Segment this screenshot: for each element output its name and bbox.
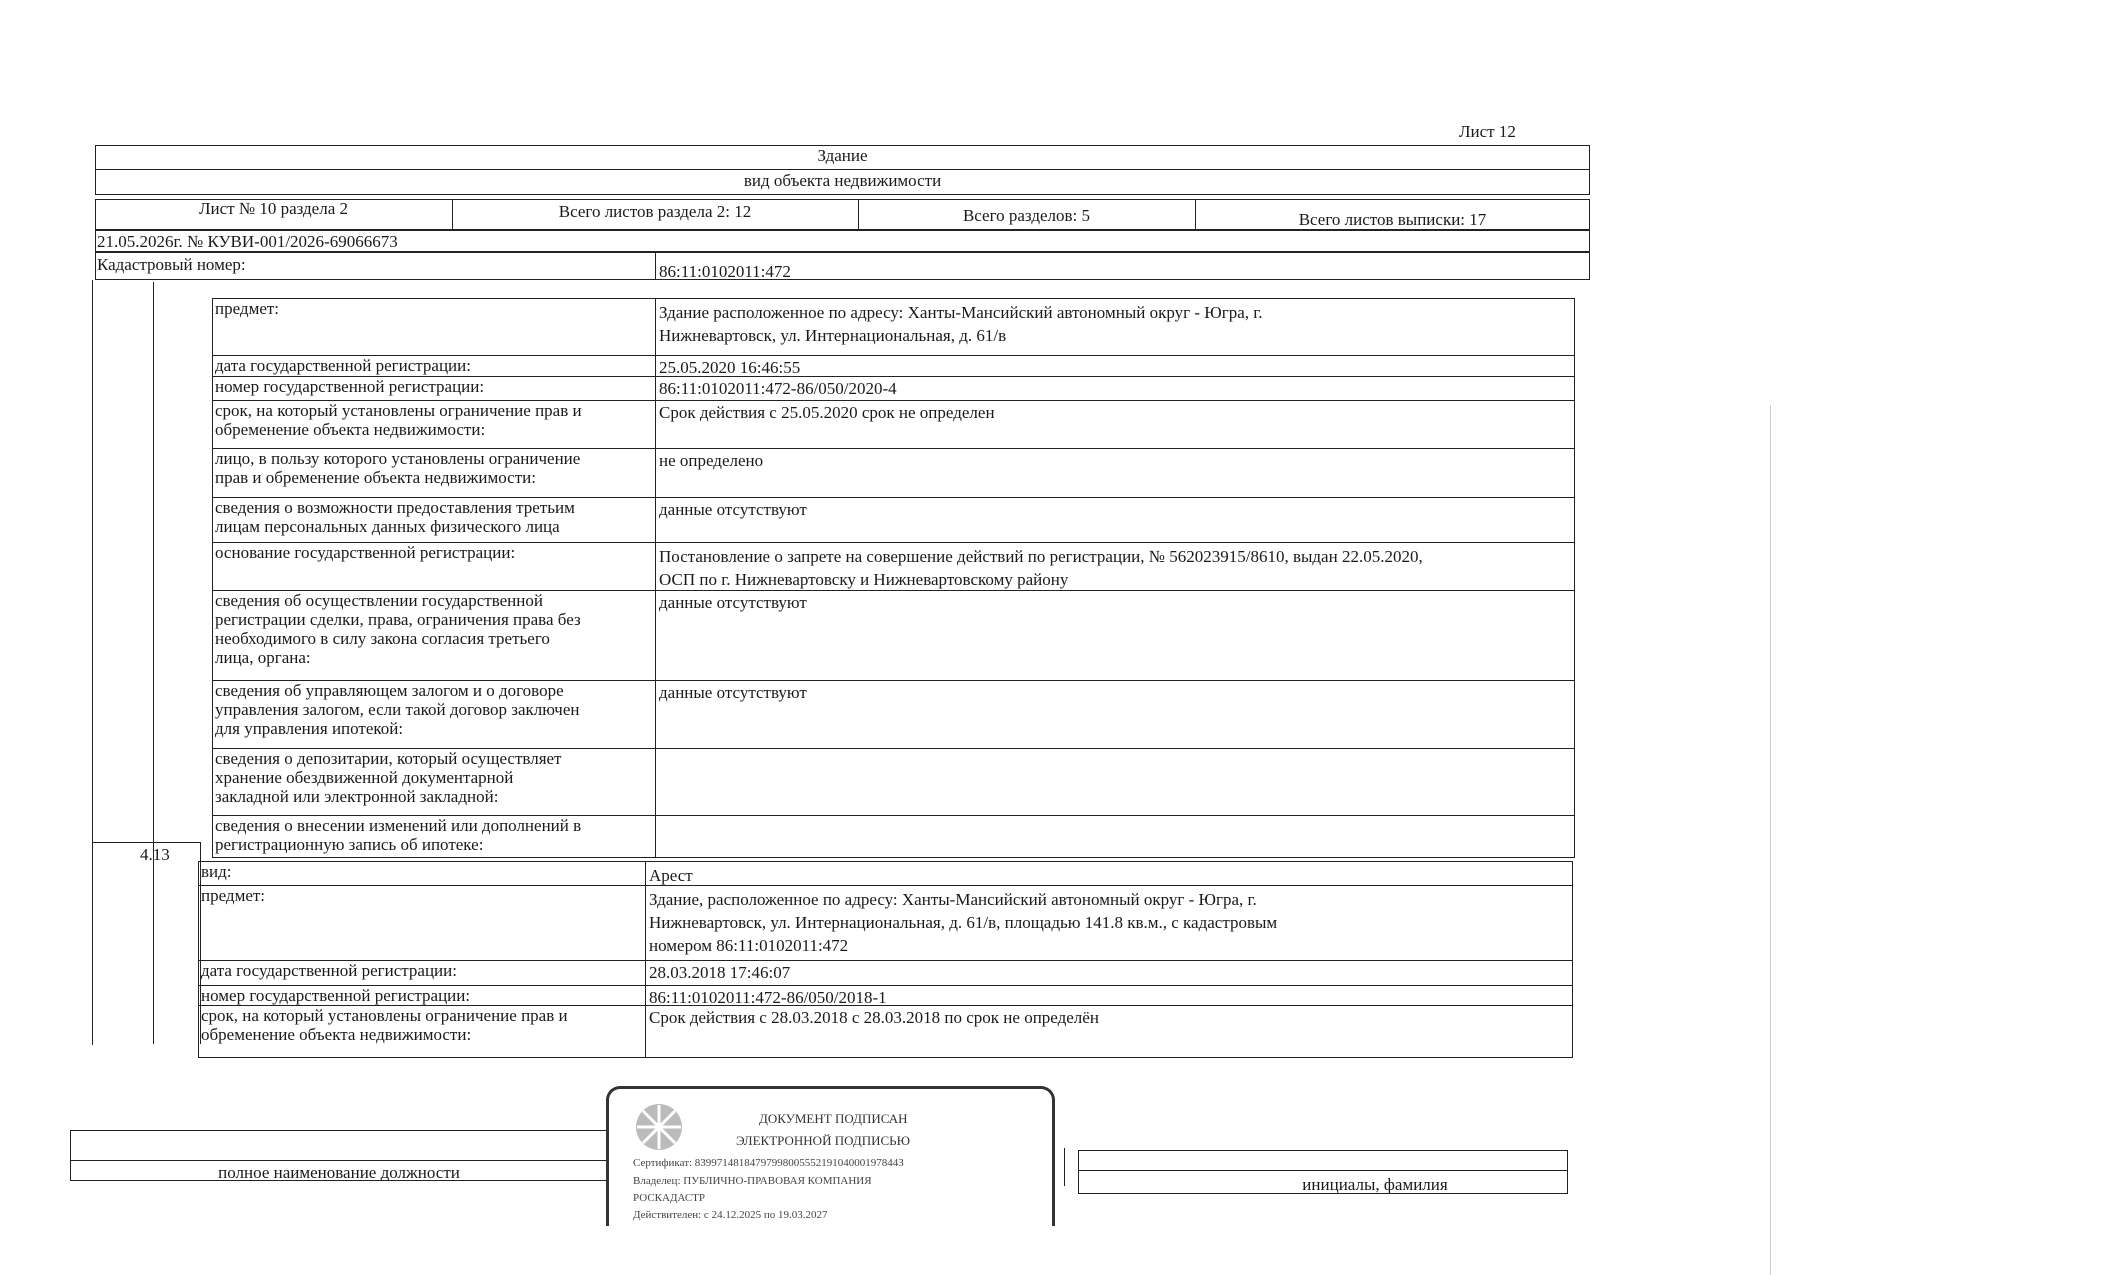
doc-ref: 21.05.2026г. № КУВИ-001/2026-69066673 (97, 232, 398, 251)
field-value: Постановление о запрете на совершение действий по регистрации, № 562023915/8610, выдан 22.05.2020, ОСП по г. Нижневартовску и Нижневартовскому району (659, 547, 1423, 589)
object-type: Здание (817, 146, 868, 165)
field-label: срок, на который установлены ограничение прав и обременение объекта недвижимости: (201, 1006, 568, 1044)
number-column-line (153, 282, 154, 1044)
field-value: данные отсутствуют (659, 683, 807, 702)
field-label: сведения о депозитарии, который осуществляет хранение обездвиженной документарной закладной или электронной закладной: (215, 749, 562, 806)
emblem-icon (633, 1101, 685, 1153)
field-value: Здание, расположенное по адресу: Ханты-Мансийский автономный округ - Югра, г. Нижневартовск, ул. Интернациональная, д. 61/в, площадью 141.8 кв.м., с кадастровым номером 86:11:0102011:472 (649, 890, 1278, 955)
field-label: номер государственной регистрации: (201, 986, 471, 1005)
field-value: не определено (659, 451, 764, 470)
sheet-section: Лист № 10 раздела 2 (199, 199, 348, 218)
field-label: срок, на который установлены ограничение прав и обременение объекта недвижимости: (215, 401, 582, 439)
sheets-in-section: Всего листов раздела 2: 12 (558, 202, 752, 221)
total-sections: Всего разделов: 5 (962, 206, 1091, 225)
left-margin-line (92, 280, 93, 1045)
field-label: сведения о возможности предоставления третьим лицам персональных данных физического лица (215, 498, 575, 536)
field-label: сведения об осуществлении государственной регистрации сделки, права, ограничения права без необходимого в силу закона согласия третьего лица, органа: (215, 591, 581, 667)
e-signature-stamp: ДОКУМЕНТ ПОДПИСАН ЭЛЕКТРОННОЙ ПОДПИСЬЮ Сертификат: 8399714818479799800555219104000197844З Владелец: ПУБЛИЧНО-ПРАВОВАЯ КОМПАНИЯ РОСКАДАСТР Действителен: с 24.12.2025 по 19.03.2027 (606, 1086, 1055, 1226)
field-label: сведения о внесении изменений или дополнений в регистрационную запись об ипотеке: (215, 816, 582, 854)
position-caption: полное наименование должности (218, 1163, 460, 1182)
field-label: дата государственной регистрации: (215, 356, 471, 375)
cadastral-label: Кадастровый номер: (97, 255, 246, 274)
field-label: вид: (201, 862, 232, 881)
field-value: данные отсутствуют (659, 500, 807, 519)
field-value: Срок действия с 25.05.2020 срок не определен (659, 403, 995, 422)
field-label: номер государственной регистрации: (215, 377, 485, 396)
field-label: дата государственной регистрации: (201, 961, 457, 980)
field-value: 25.05.2020 16:46:55 (659, 358, 801, 377)
field-label: предмет: (201, 886, 266, 905)
field-value: 86:11:0102011:472-86/050/2018-1 (649, 988, 887, 1007)
field-value: 28.03.2018 17:46:07 (649, 963, 791, 982)
field-value: данные отсутствуют (659, 593, 807, 612)
field-label: лицо, в пользу которого установлены ограничение прав и обременение объекта недвижимости: (215, 449, 581, 487)
object-caption: вид объекта недвижимости (743, 171, 942, 190)
entry-number: 4.13 (140, 845, 170, 864)
field-value: Здание расположенное по адресу: Ханты-Мансийский автономный округ - Югра, г. Нижневартовск, ул. Интернациональная, д. 61/в (659, 303, 1263, 345)
name-caption: инициалы, фамилия (1302, 1175, 1448, 1194)
cadastral-value: 86:11:0102011:472 (659, 262, 791, 281)
field-label: предмет: (215, 299, 280, 318)
cadastral-row (95, 252, 1590, 280)
sheet-label: Лист 12 (1459, 122, 1516, 141)
scan-edge-line (1770, 405, 1771, 1275)
field-value: Срок действия с 28.03.2018 с 28.03.2018 по срок не определён (649, 1008, 1099, 1027)
field-label: сведения об управляющем залогом и о договоре управления залогом, если такой договор заключен для управления ипотекой: (215, 681, 580, 738)
field-label: основание государственной регистрации: (215, 543, 516, 562)
field-value: Арест (649, 866, 693, 885)
total-sheets: Всего листов выписки: 17 (1298, 210, 1487, 229)
field-value: 86:11:0102011:472-86/050/2020-4 (659, 379, 897, 398)
